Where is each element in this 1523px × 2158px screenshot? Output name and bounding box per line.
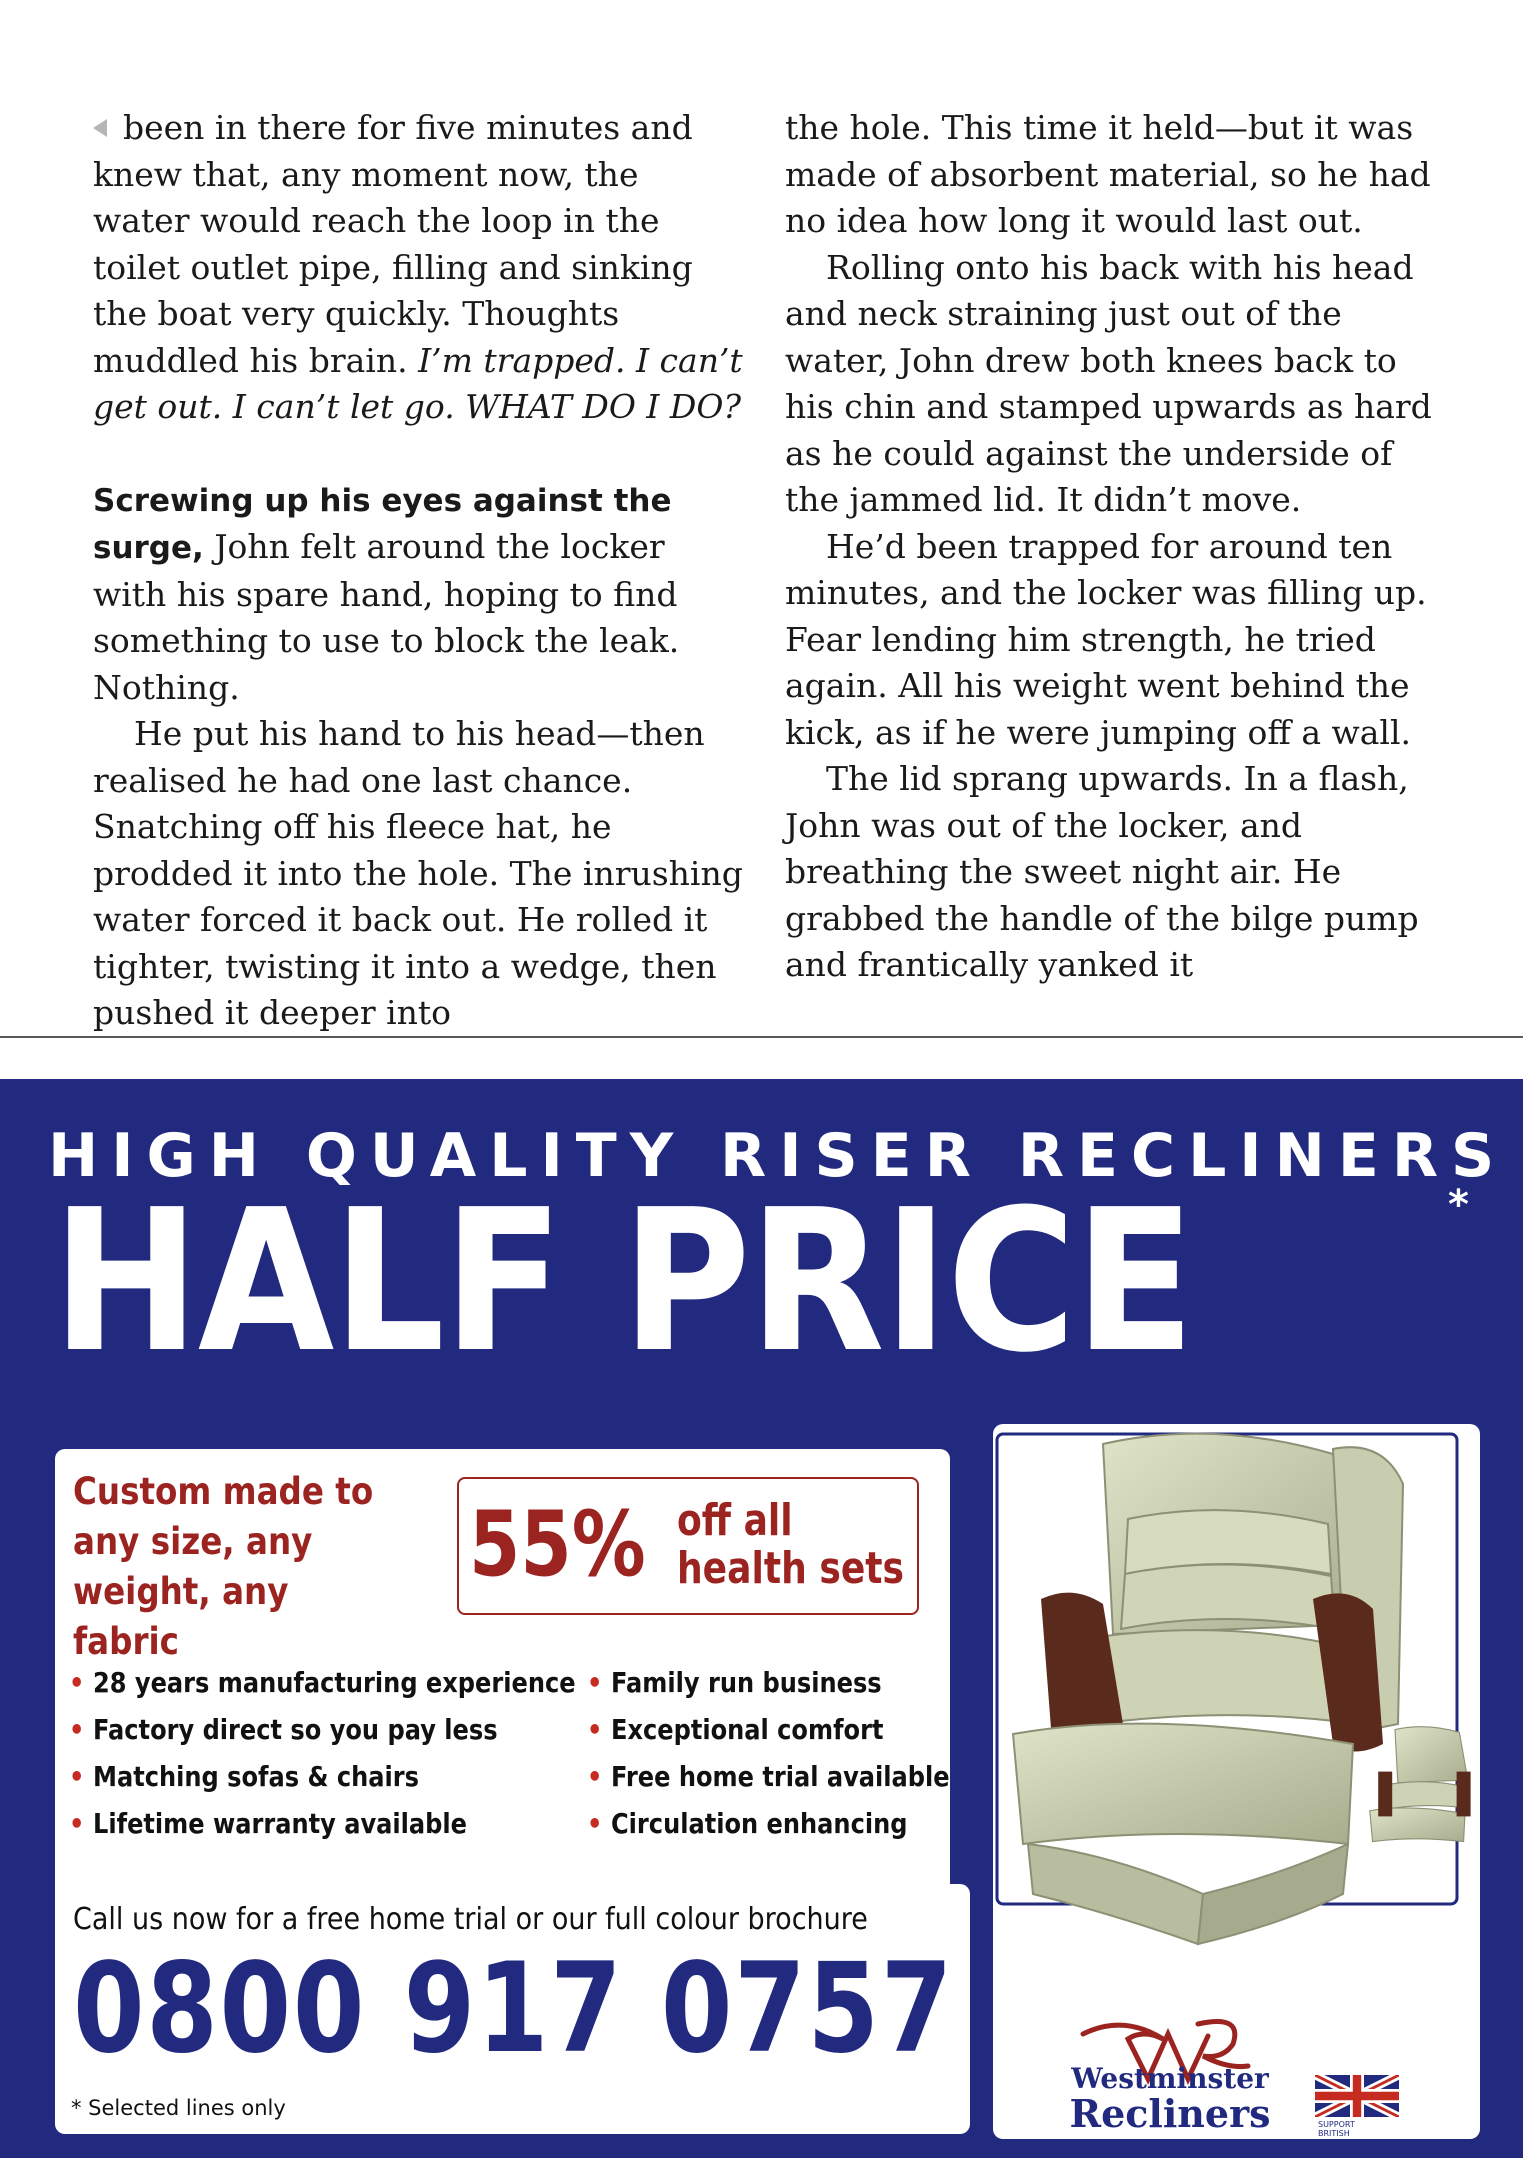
ad-eyebrow: HIGH QUALITY RISER RECLINERS	[48, 1121, 1508, 1191]
ad-headline: HALF PRICE	[52, 1168, 1194, 1396]
paragraph: the hole. This time it held—but it was made of absorbent material, so he had no idea how long it would last out.	[785, 108, 1431, 240]
paragraph: Rolling onto his back with his head and neck straining just out of the water, John drew both knees back to his chin and stamped upwards as hard as he could against the underside of the jammed lid. It didn’t move.	[785, 247, 1432, 519]
support-british-industry: SUPPORT BRITISH INDUSTRY	[1318, 2120, 1359, 2147]
list-item: • Circulation enhancing	[587, 1800, 950, 1847]
offer-text	[677, 1497, 904, 1593]
article-column-left	[93, 105, 743, 1037]
list-item: • Lifetime warranty available	[69, 1800, 576, 1847]
divider	[0, 1036, 1523, 1038]
list-item: • Free home trial available	[587, 1753, 950, 1800]
custom-made-text: Custom made to any size, any weight, any fabric	[73, 1470, 374, 1663]
union-flag-icon	[1315, 2075, 1399, 2117]
offer-box	[457, 1477, 919, 1615]
paragraph: He put his hand to his head—then realised he had one last chance. Snatching off his fleece hat, he prodded it into the hole. The inrushing water forced it back out. He rolled it tighter, twisting it into a wedge, then pushed it deeper into	[93, 714, 743, 1032]
list-item: • 28 years manufacturing experience	[69, 1659, 576, 1706]
offer-percent: 55%	[469, 1492, 646, 1597]
list-item: • Matching sofas & chairs	[69, 1753, 576, 1800]
call-panel	[55, 1884, 970, 2134]
phone-number[interactable]: 0800 917 0757	[73, 1937, 954, 2081]
call-to-action: Call us now for a free home trial or our full colour brochure	[73, 1902, 868, 1937]
paragraph: The lid sprang upwards. In a flash, John was out of the locker, and breathing the sweet night air. He grabbed the handle of the bilge pump and frantically yanked it	[785, 759, 1419, 984]
product-panel	[993, 1424, 1480, 2147]
features-panel	[55, 1449, 950, 1929]
paragraph	[93, 105, 743, 431]
brand-line: Recliners	[1069, 2091, 1271, 2136]
paragraph-text: John felt around the locker with his spare hand, hoping to find something to use to block the leak. Nothing.	[93, 527, 680, 707]
list-item: • Exceptional comfort	[587, 1706, 950, 1753]
brand-line: Westminster	[1071, 2062, 1269, 2095]
article-text	[93, 105, 1443, 1032]
feature-list-left	[69, 1659, 576, 1847]
paragraph-lead: Screwing up his eyes against the surge,	[93, 482, 672, 566]
ad-asterisk: *	[1448, 1182, 1469, 1228]
italic-thoughts: I’m trapped. I can’t get out. I can’t let go. WHAT DO I DO?	[93, 340, 743, 426]
paragraph: He’d been trapped for around ten minutes, and the locker was filling up. Fear lending him strength, he tried again. All his weight went behind the kick, as if he were jumping off a wall.	[785, 526, 1427, 752]
offer-line: health sets	[677, 1543, 905, 1594]
article-column-right	[785, 105, 1445, 989]
advertisement	[0, 1079, 1523, 2158]
list-item: • Family run business	[587, 1659, 950, 1706]
offer-line: off all	[677, 1495, 793, 1546]
brand-name	[1065, 2064, 1275, 2134]
continued-arrow-icon	[93, 119, 107, 137]
paragraph-text: been in there for five minutes and knew that, any moment now, the water would reach the loop in the toilet outlet pipe, filling and sinking the boat very quickly. Thoughts muddled his brain.	[93, 108, 693, 380]
list-item: • Factory direct so you pay less	[69, 1706, 576, 1753]
fine-print: * Selected lines only	[71, 2096, 286, 2120]
feature-list-right	[587, 1659, 950, 1847]
recliner-chair-image	[953, 1424, 1473, 1964]
paragraph	[93, 477, 743, 712]
